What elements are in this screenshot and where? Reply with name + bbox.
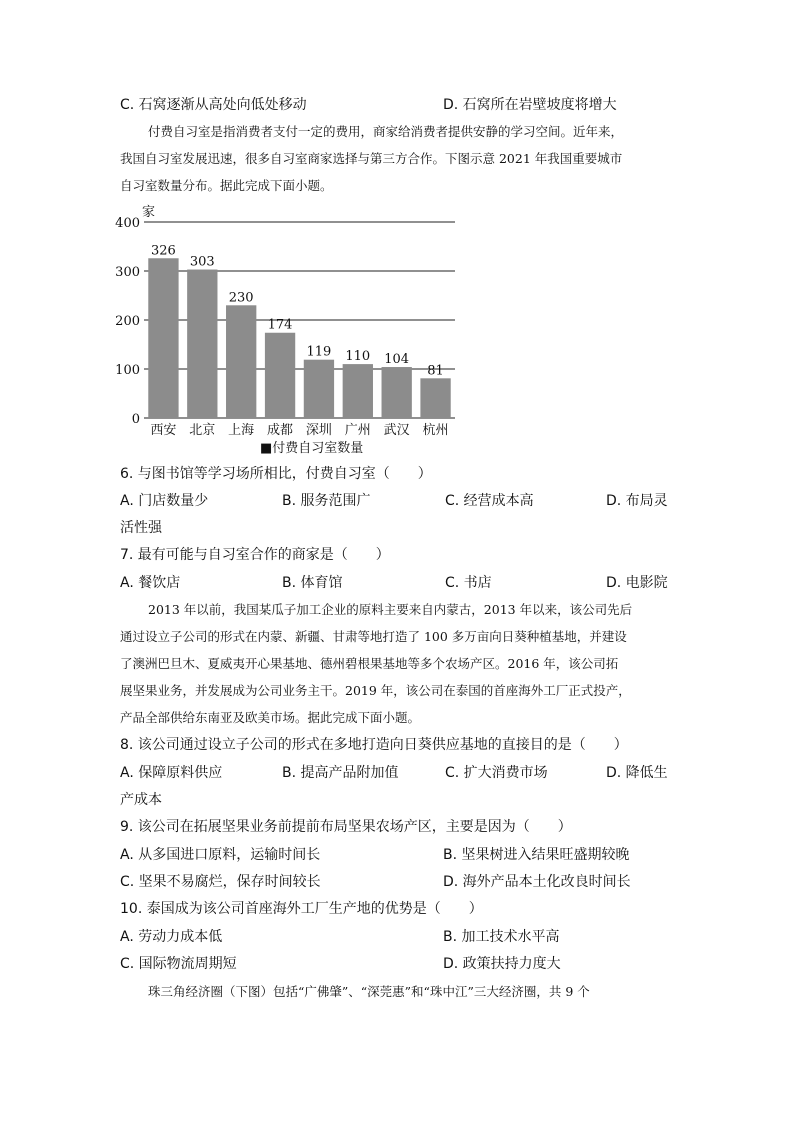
q8-option-d[interactable]: D. 降低生 — [606, 765, 668, 781]
bar — [226, 305, 256, 418]
intro-2-line: 展坚果业务，并发展成为公司业务主干。2019 年，该公司在泰国的首座海外工厂正式投产， — [120, 683, 631, 698]
q8-option-a[interactable]: A. 保障原料供应 — [120, 765, 223, 781]
q6-option-c[interactable]: C. 经营成本高 — [445, 493, 534, 509]
y-tick-label: 0 — [131, 412, 140, 427]
q10-option-a[interactable]: A. 劳动力成本低 — [120, 929, 223, 945]
q8-stem: 8. 该公司通过设立子公司的形式在多地打造向日葵供应基地的直接目的是（ ） — [120, 737, 628, 753]
q7-option-d[interactable]: D. 电影院 — [606, 575, 668, 591]
q7-option-c[interactable]: C. 书店 — [445, 575, 492, 591]
q10-option-c[interactable]: C. 国际物流周期短 — [120, 956, 237, 972]
x-tick-label: 广州 — [344, 423, 371, 438]
q7-option-b[interactable]: B. 体育馆 — [282, 575, 343, 591]
intro-1-line: 付费自习室是指消费者支付一定的费用，商家给消费者提供安静的学习空间。近年来， — [148, 124, 624, 139]
bar-value-label: 326 — [151, 243, 176, 259]
chart-legend: ■付费自习室数量 — [260, 441, 364, 456]
intro-2-line: 产品全部供给东南亚及欧美市场。据此完成下面小题。 — [120, 710, 421, 725]
q9-option-c[interactable]: C. 坚果不易腐烂，保存时间较长 — [120, 874, 321, 890]
bar — [148, 258, 178, 418]
q5-option-d: D. 石窝所在岩壁坡度将增大 — [443, 97, 617, 113]
q9-option-a[interactable]: A. 从多国进口原料，运输时间长 — [120, 847, 321, 863]
q9-option-b[interactable]: B. 坚果树进入结果旺盛期较晚 — [443, 847, 630, 863]
bar-value-label: 110 — [345, 349, 371, 365]
y-tick-label: 400 — [115, 216, 140, 231]
intro-paragraph-1 — [120, 118, 676, 199]
q5-option-c: C. 石窝逐渐从高处向低处移动 — [120, 97, 307, 113]
y-tick-label: 100 — [115, 363, 140, 378]
y-tick-label: 300 — [115, 265, 140, 280]
q7-stem: 7. 最有可能与自习室合作的商家是（ ） — [120, 547, 390, 563]
q10-option-b[interactable]: B. 加工技术水平高 — [443, 929, 560, 945]
q8-option-d-continued: 产成本 — [120, 792, 162, 808]
q9-option-d[interactable]: D. 海外产品本土化改良时间长 — [443, 874, 631, 890]
bar — [265, 333, 295, 418]
q6-option-d-continued: 活性强 — [120, 520, 162, 536]
self-study-room-bar-chart — [112, 200, 462, 462]
bar — [304, 360, 334, 418]
x-tick-label: 成都 — [267, 423, 294, 438]
q6-stem: 6. 与图书馆等学习场所相比，付费自习室（ ） — [120, 466, 432, 482]
intro-1-line: 我国自习室发展迅速，很多自习室商家选择与第三方合作。下图示意 2021 年我国重要城市 — [120, 151, 623, 166]
bar — [343, 364, 373, 418]
bar-value-label: 303 — [189, 254, 215, 270]
bar — [382, 367, 412, 418]
intro-2-line: 了澳洲巴旦木、夏威夷开心果基地、德州碧根果基地等多个农场产区。2016 年，该公司拓 — [120, 656, 619, 671]
x-tick-label: 上海 — [228, 423, 255, 438]
x-tick-label: 西安 — [150, 423, 177, 438]
bar-value-label: 230 — [228, 290, 254, 306]
bar-value-label: 81 — [427, 363, 444, 379]
intro-1-line: 自习室数量分布。据此完成下面小题。 — [120, 178, 333, 193]
bar — [420, 378, 450, 418]
bar-value-label: 119 — [306, 344, 332, 360]
q7-option-a[interactable]: A. 餐饮店 — [120, 575, 181, 591]
q9-stem: 9. 该公司在拓展坚果业务前提前布局坚果农场产区，主要是因为（ ） — [120, 819, 572, 835]
q8-option-c[interactable]: C. 扩大消费市场 — [445, 765, 548, 781]
q6-option-b[interactable]: B. 服务范围广 — [282, 493, 371, 509]
intro-paragraph-2 — [120, 596, 676, 731]
q8-option-b[interactable]: B. 提高产品附加值 — [282, 765, 399, 781]
y-tick-label: 200 — [115, 314, 140, 329]
bar — [187, 270, 217, 418]
intro-2-line: 通过设立子公司的形式在内蒙、新疆、甘肃等地打造了 100 多万亩向日葵种植基地，并建设 — [120, 629, 627, 644]
intro-paragraph-3 — [120, 978, 676, 1005]
y-axis-unit: 家 — [142, 205, 156, 220]
bar-value-label: 174 — [267, 317, 293, 333]
x-tick-label: 杭州 — [422, 423, 449, 438]
bar-value-label: 104 — [384, 352, 410, 368]
q6-option-d[interactable]: D. 布局灵 — [606, 493, 668, 509]
q10-option-d[interactable]: D. 政策扶持力度大 — [443, 956, 561, 972]
intro-2-line: 2013 年以前，我国某瓜子加工企业的原料主要来自内蒙古，2013 年以来，该公司先后 — [148, 602, 633, 617]
q6-option-a[interactable]: A. 门店数量少 — [120, 493, 209, 509]
x-tick-label: 武汉 — [383, 423, 410, 438]
intro-3-line: 珠三角经济圈（下图）包括“广佛肇”、“深莞惠”和“珠中江”三大经济圈，共 9 个 — [148, 984, 590, 999]
x-tick-label: 北京 — [189, 423, 216, 438]
x-tick-label: 深圳 — [305, 423, 332, 438]
q10-stem: 10. 泰国成为该公司首座海外工厂生产地的优势是（ ） — [120, 901, 483, 917]
